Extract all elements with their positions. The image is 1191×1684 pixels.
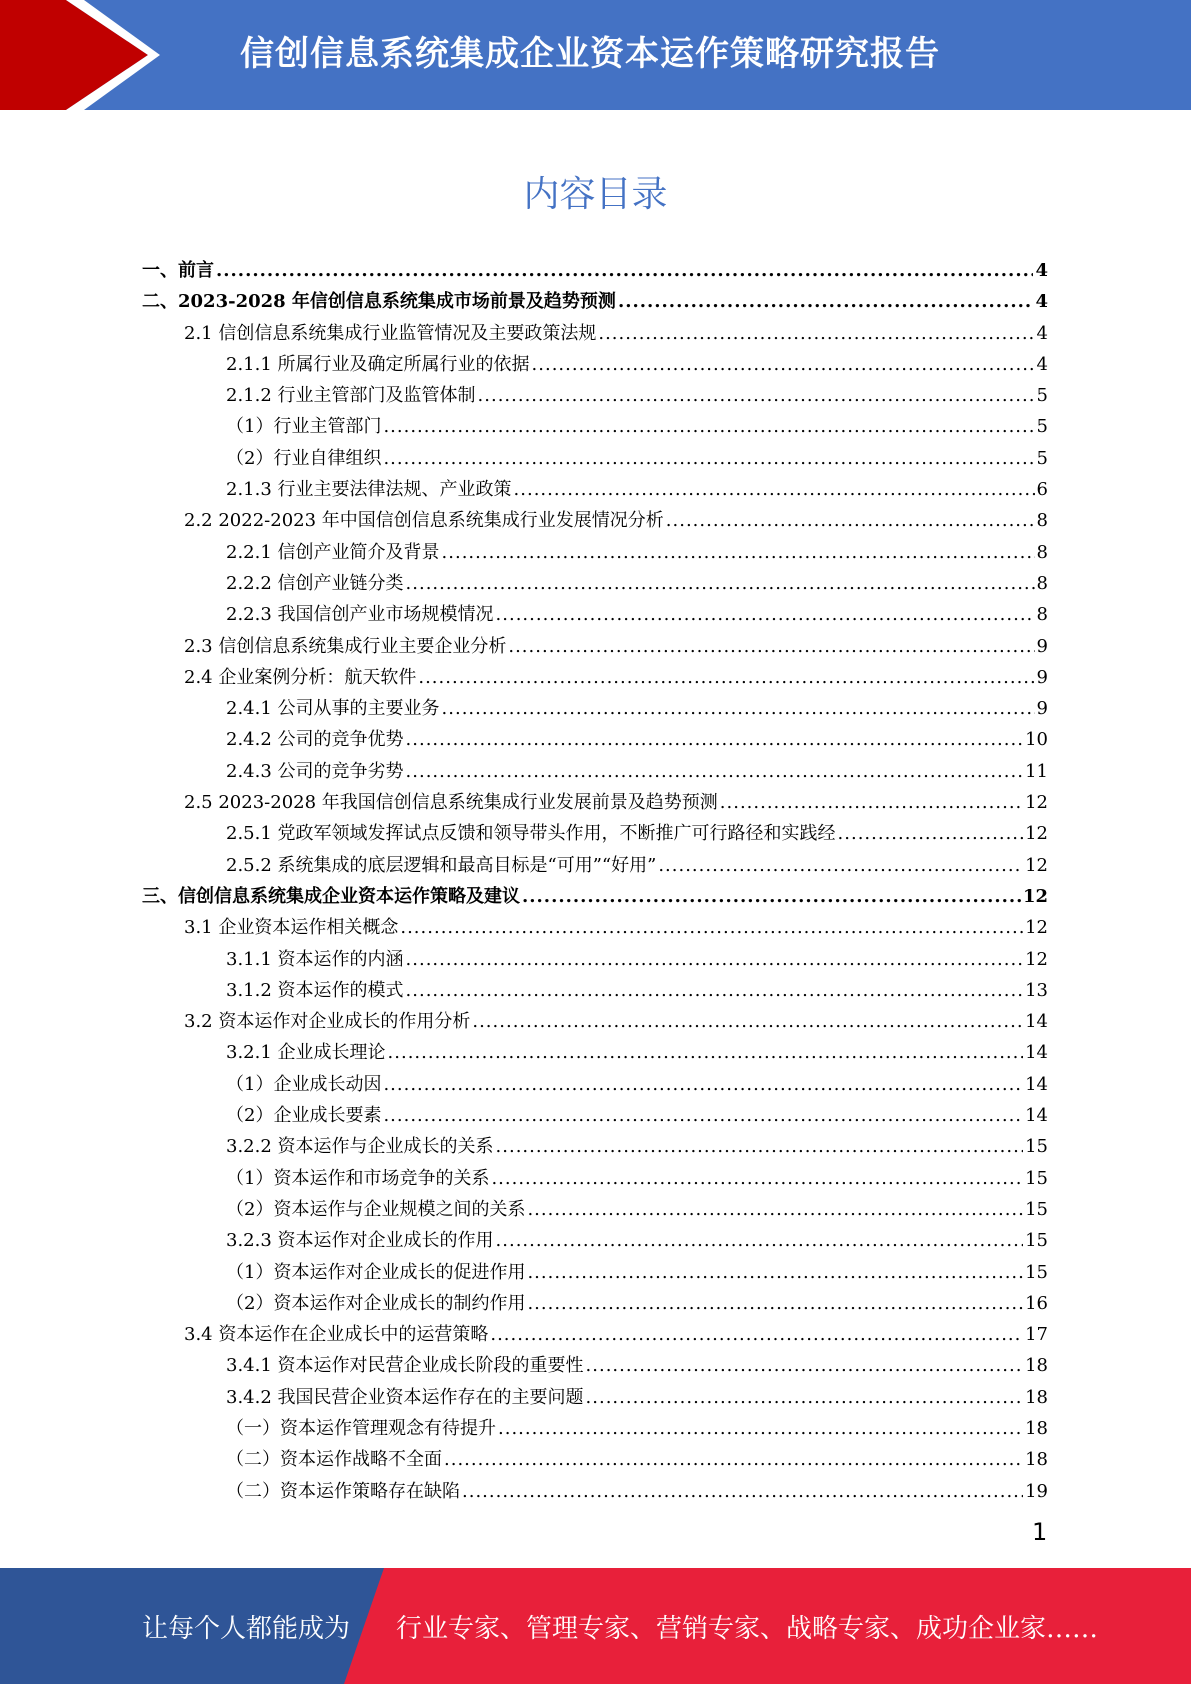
toc-entry-text: （二）资本运作策略存在缺陷 <box>226 1480 460 1502</box>
toc-entry-text: 3.4.1 资本运作对民营企业成长阶段的重要性 <box>226 1355 584 1377</box>
toc-entry[interactable] <box>142 286 1048 317</box>
toc-entry-page: 9 <box>1036 698 1048 720</box>
toc-entry[interactable] <box>142 1037 1048 1068</box>
toc-leader-dots <box>586 1382 1024 1413</box>
toc-leader-dots <box>406 944 1024 975</box>
toc-entry[interactable] <box>142 411 1048 442</box>
toc-entry-text: （一）资本运作管理观念有待提升 <box>226 1417 496 1439</box>
page-header <box>0 0 1191 110</box>
toc-entry[interactable] <box>142 756 1048 787</box>
table-of-contents <box>142 255 1048 1507</box>
header-red-chevron <box>0 0 148 110</box>
toc-leader-dots <box>442 693 1035 724</box>
toc-leader-dots <box>527 1257 1023 1288</box>
toc-entry-text: 2.1.2 行业主管部门及监管体制 <box>226 385 476 407</box>
toc-entry-text: 3.1.1 资本运作的内涵 <box>226 948 404 970</box>
toc-entry-text: （二）资本运作战略不全面 <box>226 1449 442 1471</box>
toc-entry[interactable] <box>142 850 1048 881</box>
toc-entry-page: 12 <box>1022 885 1048 907</box>
toc-entry-page: 15 <box>1025 1230 1048 1252</box>
toc-entry-text: 3.1.2 资本运作的模式 <box>226 979 404 1001</box>
toc-entry-page: 18 <box>1025 1449 1048 1471</box>
toc-entry[interactable] <box>142 1006 1048 1037</box>
toc-entry-text: 3.2 资本运作对企业成长的作用分析 <box>184 1011 471 1033</box>
toc-leader-dots <box>586 1350 1024 1381</box>
toc-leader-dots <box>406 568 1035 599</box>
toc-entry[interactable] <box>142 1382 1048 1413</box>
toc-entry-page: 18 <box>1025 1386 1048 1408</box>
toc-title: 内容目录 <box>523 174 668 215</box>
toc-entry[interactable] <box>142 1476 1048 1507</box>
toc-entry[interactable] <box>142 1131 1048 1162</box>
toc-entry-text: （2）资本运作与企业规模之间的关系 <box>226 1198 526 1220</box>
toc-entry-page: 18 <box>1025 1355 1048 1377</box>
footer-slogan-right: 行业专家、管理专家、营销专家、战略专家、成功企业家…… <box>396 1614 1099 1644</box>
toc-entry-page: 4 <box>1035 260 1048 281</box>
toc-entry-text: （1）行业主管部门 <box>226 416 382 438</box>
toc-leader-dots <box>418 662 1034 693</box>
toc-entry-page: 5 <box>1036 416 1048 438</box>
toc-leader-dots <box>532 349 1035 380</box>
toc-leader-dots <box>491 1163 1023 1194</box>
toc-leader-dots <box>514 474 1035 505</box>
toc-entry[interactable] <box>142 349 1048 380</box>
toc-entry-page: 15 <box>1025 1198 1048 1220</box>
toc-entry-page: 8 <box>1036 572 1048 594</box>
toc-entry[interactable] <box>142 255 1048 286</box>
toc-leader-dots <box>383 443 1034 474</box>
toc-entry-text: 3.4 资本运作在企业成长中的运营策略 <box>184 1324 489 1346</box>
toc-entry[interactable] <box>142 693 1048 724</box>
toc-entry[interactable] <box>142 1225 1048 1256</box>
toc-entry[interactable] <box>142 443 1048 474</box>
toc-entry[interactable] <box>142 380 1048 411</box>
toc-entry-page: 9 <box>1036 635 1048 657</box>
toc-entry-page: 10 <box>1025 729 1048 751</box>
toc-entry[interactable] <box>142 1069 1048 1100</box>
toc-leader-dots <box>496 1225 1024 1256</box>
toc-entry-page: 19 <box>1025 1480 1048 1502</box>
toc-entry-text: 一、前言 <box>142 260 214 281</box>
toc-entry-text: 3.4.2 我国民营企业资本运作存在的主要问题 <box>226 1386 584 1408</box>
toc-entry[interactable] <box>142 631 1048 662</box>
toc-leader-dots <box>720 787 1023 818</box>
toc-entry-page: 15 <box>1025 1167 1048 1189</box>
toc-entry-text: 三、信创信息系统集成企业资本运作策略及建议 <box>142 885 520 907</box>
toc-leader-dots <box>496 1131 1024 1162</box>
toc-leader-dots <box>383 1100 1023 1131</box>
toc-entry[interactable] <box>142 1319 1048 1350</box>
toc-entry[interactable] <box>142 787 1048 818</box>
toc-leader-dots <box>490 1319 1023 1350</box>
toc-leader-dots <box>383 411 1034 442</box>
toc-leader-dots <box>527 1288 1023 1319</box>
toc-entry-page: 17 <box>1025 1324 1048 1346</box>
toc-entry-text: 2.4.1 公司从事的主要业务 <box>226 698 440 720</box>
toc-leader-dots <box>508 631 1034 662</box>
toc-entry-text: （2）企业成长要素 <box>226 1105 382 1127</box>
toc-entry-text: 3.2.2 资本运作与企业成长的关系 <box>226 1136 494 1158</box>
toc-entry[interactable] <box>142 912 1048 943</box>
toc-entry-page: 4 <box>1036 353 1048 375</box>
toc-entry[interactable] <box>142 881 1048 912</box>
toc-entry-text: 3.2.1 企业成长理论 <box>226 1042 386 1064</box>
toc-entry-page: 8 <box>1036 604 1048 626</box>
footer-slogan-left: 让每个人都能成为 <box>142 1614 351 1644</box>
toc-leader-dots <box>216 255 1033 286</box>
toc-entry-page: 11 <box>1025 760 1048 782</box>
toc-entry-page: 15 <box>1025 1136 1048 1158</box>
toc-leader-dots <box>666 505 1035 536</box>
toc-entry-page: 16 <box>1025 1292 1048 1314</box>
toc-entry-text: 2.2.1 信创产业简介及背景 <box>226 541 440 563</box>
toc-entry-text: （1）资本运作和市场竞争的关系 <box>226 1167 490 1189</box>
toc-entry[interactable] <box>142 975 1048 1006</box>
toc-entry-page: 15 <box>1025 1261 1048 1283</box>
toc-leader-dots <box>406 975 1024 1006</box>
toc-entry-text: 2.1.1 所属行业及确定所属行业的依据 <box>226 353 530 375</box>
toc-leader-dots <box>400 912 1023 943</box>
toc-entry-page: 12 <box>1025 854 1048 876</box>
toc-entry-page: 14 <box>1025 1105 1048 1127</box>
toc-entry[interactable] <box>142 1288 1048 1319</box>
toc-entry-page: 5 <box>1036 385 1048 407</box>
toc-entry[interactable] <box>142 724 1048 755</box>
toc-entry-text: （2）行业自律组织 <box>226 447 382 469</box>
toc-entry[interactable] <box>142 944 1048 975</box>
toc-entry-page: 8 <box>1036 510 1048 532</box>
toc-entry[interactable] <box>142 318 1048 349</box>
toc-entry[interactable] <box>142 1413 1048 1444</box>
toc-leader-dots <box>406 756 1024 787</box>
toc-entry-text: 2.5.2 系统集成的底层逻辑和最高目标是“可用”“好用” <box>226 854 657 876</box>
toc-leader-dots <box>442 537 1035 568</box>
toc-entry-text: 3.1 企业资本运作相关概念 <box>184 917 399 939</box>
toc-leader-dots <box>522 881 1021 912</box>
toc-entry-page: 14 <box>1025 1073 1048 1095</box>
toc-entry-text: 2.2.2 信创产业链分类 <box>226 572 404 594</box>
toc-entry-text: 2.1.3 行业主要法律法规、产业政策 <box>226 479 512 501</box>
toc-entry[interactable] <box>142 474 1048 505</box>
toc-entry-text: 2.4 企业案例分析：航天软件 <box>184 666 417 688</box>
toc-entry-page: 12 <box>1025 948 1048 970</box>
toc-entry[interactable] <box>142 599 1048 630</box>
toc-leader-dots <box>658 850 1023 881</box>
toc-entry-text: 2.4.2 公司的竞争优势 <box>226 729 404 751</box>
toc-entry-page: 14 <box>1025 1011 1048 1033</box>
toc-entry[interactable] <box>142 537 1048 568</box>
toc-leader-dots <box>598 318 1034 349</box>
toc-leader-dots <box>383 1069 1023 1100</box>
toc-entry-page: 12 <box>1025 792 1048 814</box>
toc-leader-dots <box>406 724 1024 755</box>
toc-entry-text: 3.2.3 资本运作对企业成长的作用 <box>226 1230 494 1252</box>
toc-entry-text: 2.1 信创信息系统集成行业监管情况及主要政策法规 <box>184 322 597 344</box>
toc-entry-text: （2）资本运作对企业成长的制约作用 <box>226 1292 526 1314</box>
toc-entry[interactable] <box>142 1194 1048 1225</box>
toc-entry-page: 4 <box>1036 322 1048 344</box>
toc-entry[interactable] <box>142 1257 1048 1288</box>
header-title: 信创信息系统集成企业资本运作策略研究报告 <box>240 34 940 74</box>
page-number: 1 <box>1032 1518 1048 1546</box>
toc-entry-text: 2.2 2022-2023 年中国信创信息系统集成行业发展情况分析 <box>184 510 664 532</box>
toc-entry-page: 5 <box>1036 447 1048 469</box>
toc-entry-text: 2.2.3 我国信创产业市场规模情况 <box>226 604 494 626</box>
toc-leader-dots <box>496 599 1035 630</box>
toc-entry-page: 6 <box>1036 479 1048 501</box>
toc-entry[interactable] <box>142 1444 1048 1475</box>
toc-entry-page: 9 <box>1036 666 1048 688</box>
toc-leader-dots <box>462 1476 1023 1507</box>
page-footer <box>0 1568 1191 1684</box>
toc-leader-dots <box>444 1444 1023 1475</box>
toc-leader-dots <box>527 1194 1023 1225</box>
toc-entry-text: 2.3 信创信息系统集成行业主要企业分析 <box>184 635 507 657</box>
toc-entry-text: 2.5 2023-2028 年我国信创信息系统集成行业发展前景及趋势预测 <box>184 792 718 814</box>
toc-entry[interactable] <box>142 662 1048 693</box>
toc-entry-page: 14 <box>1025 1042 1048 1064</box>
toc-entry[interactable] <box>142 818 1048 849</box>
toc-entry[interactable] <box>142 568 1048 599</box>
toc-entry[interactable] <box>142 1100 1048 1131</box>
toc-entry-page: 8 <box>1036 541 1048 563</box>
toc-entry[interactable] <box>142 1163 1048 1194</box>
toc-entry-page: 12 <box>1025 823 1048 845</box>
toc-entry-text: （1）资本运作对企业成长的促进作用 <box>226 1261 526 1283</box>
toc-entry[interactable] <box>142 505 1048 536</box>
toc-leader-dots <box>478 380 1035 411</box>
toc-leader-dots <box>618 286 1034 317</box>
toc-entry[interactable] <box>142 1350 1048 1381</box>
toc-leader-dots <box>388 1037 1024 1068</box>
toc-entry-text: 二、2023-2028 年信创信息系统集成市场前景及趋势预测 <box>142 291 616 313</box>
toc-entry-page: 4 <box>1035 291 1048 313</box>
toc-leader-dots <box>838 818 1024 849</box>
toc-entry-page: 18 <box>1025 1417 1048 1439</box>
toc-entry-text: （1）企业成长动因 <box>226 1073 382 1095</box>
toc-entry-text: 2.4.3 公司的竞争劣势 <box>226 760 404 782</box>
toc-entry-text: 2.5.1 党政军领域发挥试点反馈和领导带头作用，不断推广可行路径和实践经 <box>226 823 836 845</box>
toc-leader-dots <box>498 1413 1023 1444</box>
toc-entry-page: 12 <box>1025 917 1048 939</box>
toc-entry-page: 13 <box>1025 979 1048 1001</box>
toc-leader-dots <box>472 1006 1023 1037</box>
